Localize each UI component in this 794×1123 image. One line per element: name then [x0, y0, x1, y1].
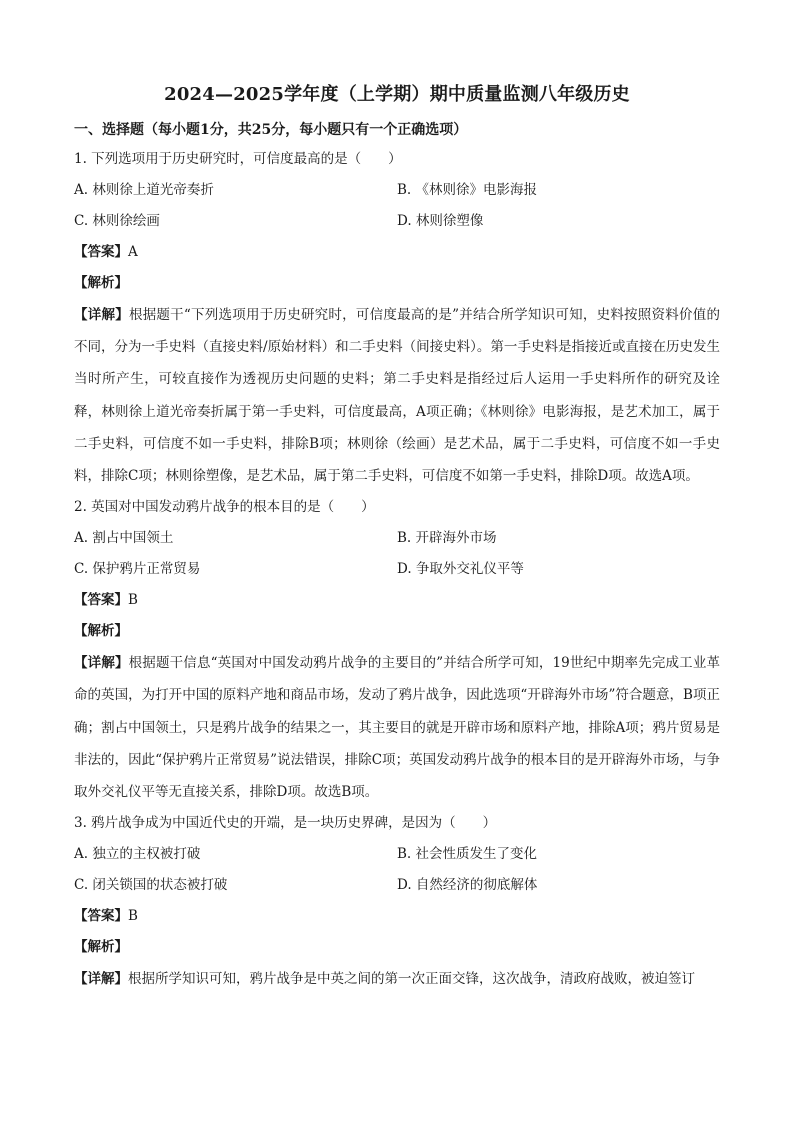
- detail-paragraph: [74, 299, 720, 492]
- analysis-label: 【解析】: [74, 275, 128, 291]
- question-stem: 2. 英国对中国发动鸦片战争的根本目的是（ ）: [74, 499, 375, 516]
- analysis-label: 【解析】: [74, 939, 128, 956]
- question-stem: 3. 鸦片战争成为中国近代史的开端，是一块历史界碑，是因为（ ）: [74, 815, 497, 832]
- analysis-line: [74, 268, 720, 299]
- option-a: A. 割占中国领土: [74, 530, 174, 547]
- section-heading: 一、选择题（每小题1分，共25分，每小题只有一个正确选项）: [74, 122, 468, 138]
- answer-value: B: [128, 908, 138, 925]
- question-stem: 1. 下列选项用于历史研究时，可信度最高的是（ ）: [74, 151, 402, 167]
- analysis-line: [74, 932, 720, 963]
- answer-line: [74, 901, 720, 932]
- analysis-label: 【解析】: [74, 623, 128, 640]
- detail-label: 【详解】: [74, 971, 128, 988]
- options-list: [74, 523, 720, 585]
- option-a: A. 独立的主权被打破: [74, 846, 201, 863]
- detail-text: 根据所学知识可知，鸦片战争是中英之间的第一次正面交锋，这次战争，清政府战败，被迫签订: [128, 971, 695, 988]
- options-list: [74, 839, 720, 901]
- answer-label: 【答案】: [74, 908, 128, 925]
- analysis-line: [74, 616, 720, 647]
- answer-label: 【答案】: [74, 244, 128, 260]
- option-b: B. 社会性质发生了变化: [397, 846, 538, 863]
- option-c: C. 保护鸦片正常贸易: [74, 561, 201, 578]
- option-d: D. 自然经济的彻底解体: [397, 877, 538, 894]
- detail-paragraph: [74, 647, 720, 808]
- answer-line: [74, 237, 720, 268]
- page-title: 2024—2025学年度（上学期）期中质量监测八年级历史: [164, 84, 630, 105]
- option-c: C. 闭关锁国的状态被打破: [74, 877, 228, 894]
- detail-paragraph: [74, 963, 720, 995]
- question-2: [74, 492, 720, 808]
- detail-text: 根据题干信息“英国对中国发动鸦片战争的主要目的”并结合所学可知，19世纪中期率先完成工业革命的英国，为打开中国的原料产地和商品市场，发动了鸦片战争，因此选项“开辟海外市场”符合题意，B项正确；割占中国领土，只是鸦片战争的结果之一，其主要目的就是开辟市场和原料产地，排除A项；鸦片贸易是非法的，因此“保护鸦片正常贸易”说法错误，排除C项；英国发动鸦片战争的根本目的是开辟海外市场，与争取外交礼仪平等无直接关系，排除D项。故选B项。: [74, 655, 720, 801]
- option-d: D. 争取外交礼仪平等: [397, 561, 524, 578]
- option-a: A. 林则徐上道光帝奏折: [74, 182, 214, 198]
- detail-label: 【详解】: [74, 307, 129, 323]
- answer-label: 【答案】: [74, 592, 128, 609]
- options-list: [74, 175, 720, 237]
- detail-label: 【详解】: [74, 655, 129, 672]
- question-1: [74, 144, 720, 492]
- question-3: [74, 808, 720, 995]
- option-c: C. 林则徐绘画: [74, 213, 160, 229]
- option-b: B. 《林则徐》电影海报: [397, 182, 538, 198]
- option-d: D. 林则徐塑像: [397, 213, 484, 229]
- option-b: B. 开辟海外市场: [397, 530, 497, 547]
- answer-line: [74, 585, 720, 616]
- answer-value: B: [128, 592, 138, 609]
- detail-text: 根据题干“下列选项用于历史研究时，可信度最高的是”并结合所学知识可知，史料按照资料价值的不同，分为一手史料（直接史料/原始材料）和二手史料（间接史料）。第一手史料是指接近或直接在历史发生当时所产生，可较直接作为透视历史问题的史料；第二手史料是指经过后人运用一手史料所作的研究及诠释，林则徐上道光帝奏折属于第一手史料，可信度最高，A项正确；《林则徐》电影海报，是艺术加工，属于二手史料，可信度不如一手史料，排除B项；林则徐（绘画）是艺术品，属于二手史料，可信度不如一手史料，排除C项；林则徐塑像，是艺术品，属于第二手史料，可信度不如第一手史料，排除D项。故选A项。: [74, 307, 720, 485]
- answer-value: A: [128, 244, 138, 260]
